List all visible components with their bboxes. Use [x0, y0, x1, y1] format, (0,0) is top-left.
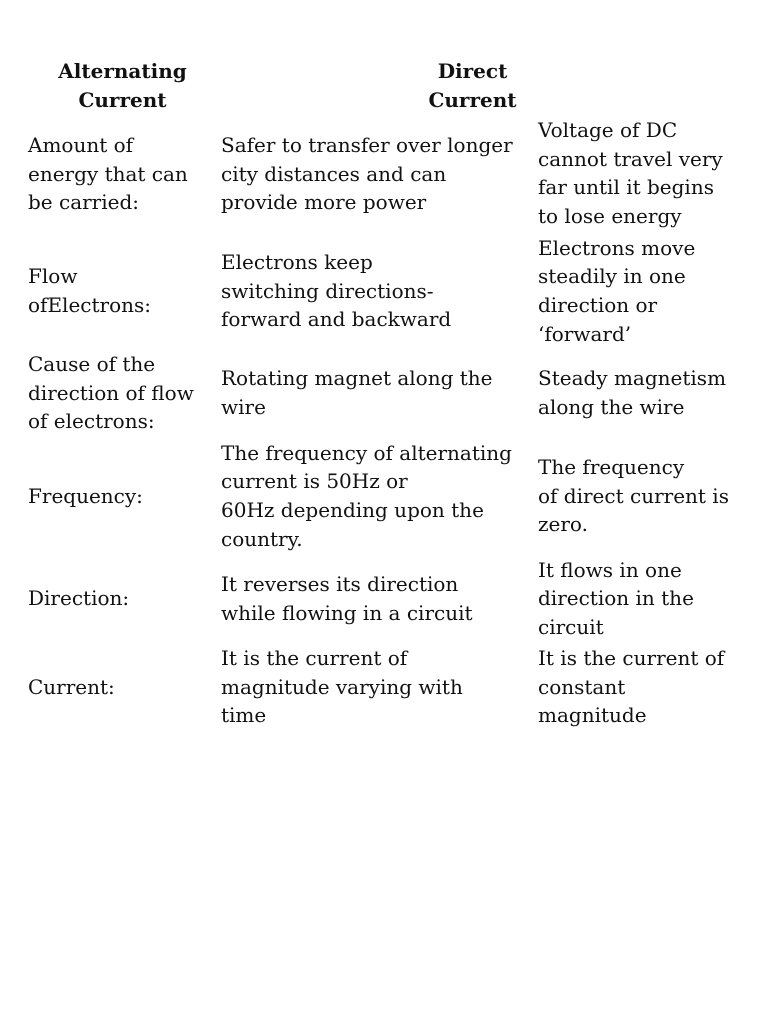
ac-cell-energy: Safer to transfer over longer city distances and can provide more power — [221, 133, 513, 215]
header-direct-current: Direct Current — [428, 59, 517, 112]
ac-cell-direction: It reverses its direction while flowing in a circuit — [221, 571, 473, 625]
ac-cell-frequency: The frequency of alternating current is 50Hz or 60Hz depending upon the country. — [221, 440, 512, 551]
ac-cell-cause-of-direction: Rotating magnet along the wire — [221, 366, 493, 419]
dc-cell-frequency: The frequency of direct current is zero. — [538, 455, 729, 537]
row-label-direction: Direction: — [28, 586, 130, 611]
dc-cell-cause-of-direction: Steady magnetism along the wire — [538, 366, 727, 419]
row-label-energy: Amount of energy that can be carried: — [28, 133, 188, 215]
dc-cell-flow-of-electrons: Electrons move steadily in one direction or ‘forward’ — [538, 235, 696, 346]
ac-cell-current: It is the current of magnitude varying with time — [221, 646, 463, 728]
header-alternating-current: Alternating Current — [58, 59, 187, 112]
row-label-current: Current: — [28, 674, 115, 699]
dc-cell-direction: It flows in one direction in the circuit — [538, 557, 694, 639]
ac-cell-flow-of-electrons: Electrons keep switching directions- forward and backward — [221, 250, 452, 332]
dc-cell-current: It is the current of constant magnitude — [538, 646, 725, 728]
row-label-cause-of-direction: Cause of the direction of flow of electrons: — [28, 352, 194, 434]
row-label-flow-of-electrons: Flow ofElectrons: — [28, 264, 151, 317]
row-label-frequency: Frequency: — [28, 483, 143, 508]
dc-cell-energy: Voltage of DC cannot travel very far until it begins to lose energy — [538, 118, 723, 228]
